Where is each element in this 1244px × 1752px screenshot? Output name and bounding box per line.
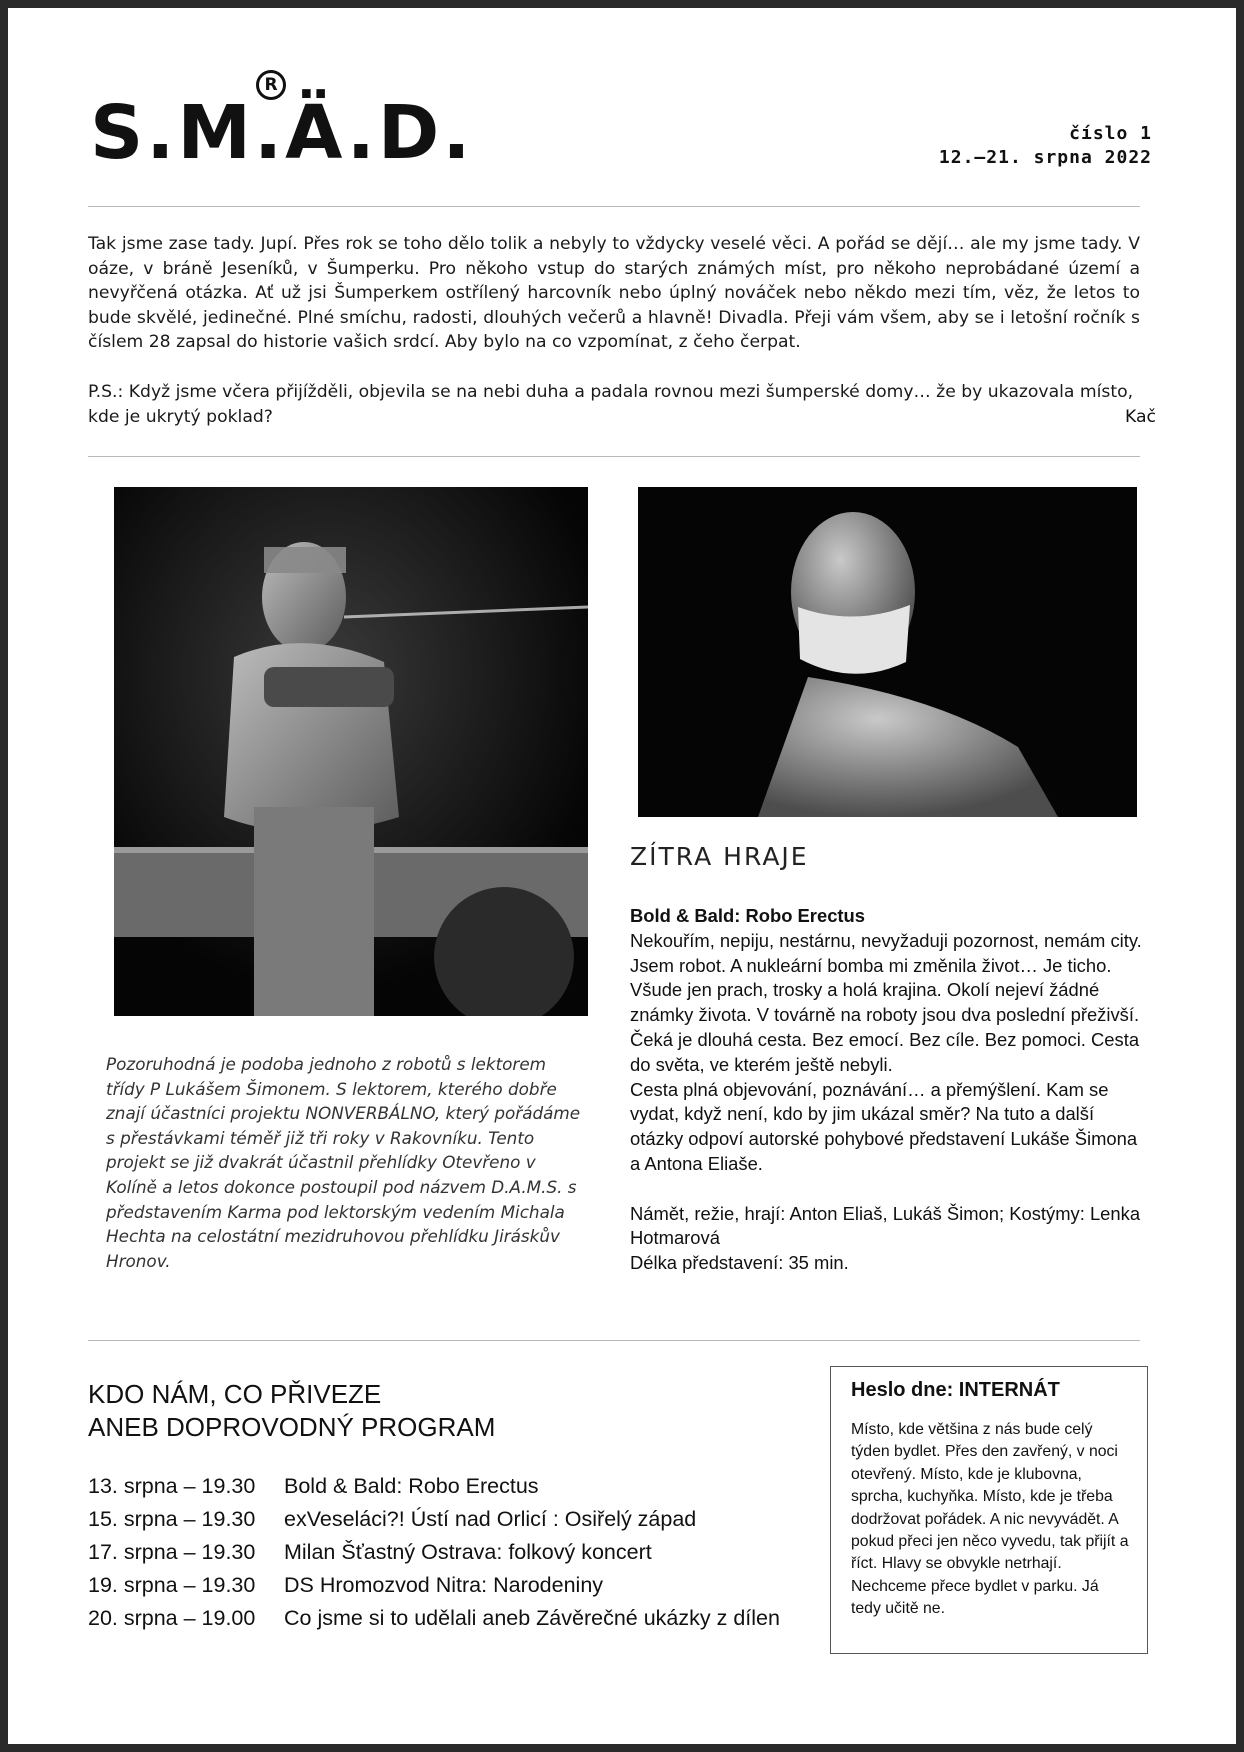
play-title: Bold & Bald: Robo Erectus bbox=[630, 905, 866, 926]
schedule-row bbox=[88, 1470, 780, 1503]
schedule-event: Milan Šťastný Ostrava: folkový koncert bbox=[284, 1540, 652, 1564]
schedule-event: Bold & Bald: Robo Erectus bbox=[284, 1474, 539, 1498]
schedule-event: exVeseláci?! Ústí nad Orlicí : Osiřelý západ bbox=[284, 1507, 697, 1531]
play-description-2: Cesta plná objevování, poznávání… a přemýšlení. Kam se vydat, když není, kdo by jim ukázal směr? Na tuto a další otázky odpoví autorské pohybové představení Lukáše Šimona a Antona Eliaše. bbox=[630, 1078, 1138, 1174]
program-schedule bbox=[88, 1470, 780, 1635]
divider bbox=[88, 1340, 1140, 1341]
registered-mark: R bbox=[256, 70, 286, 100]
schedule-row bbox=[88, 1569, 780, 1602]
divider bbox=[88, 206, 1140, 207]
motto-heading: Heslo dne: INTERNÁT bbox=[851, 1379, 1060, 1401]
masthead-logo: S.M.Ä.D. bbox=[90, 90, 474, 176]
schedule-date: 19. srpna – 19.30 bbox=[88, 1573, 256, 1597]
schedule-event: DS Hromozvod Nitra: Narodeniny bbox=[284, 1573, 604, 1597]
photo-bald-performer-mask-image bbox=[638, 487, 1137, 817]
play-credits: Námět, režie, hrají: Anton Eliaš, Lukáš Šimon; Kostýmy: Lenka Hotmarová bbox=[630, 1202, 1141, 1249]
play-length: Délka představení: 35 min. bbox=[630, 1252, 849, 1274]
schedule-date: 13. srpna – 19.30 bbox=[88, 1474, 256, 1498]
photo-robot-water-gun-image bbox=[114, 487, 588, 1016]
photo-bald-performer-mask bbox=[638, 487, 1137, 817]
photo-robot-water-gun bbox=[114, 487, 588, 1016]
divider bbox=[88, 456, 1140, 457]
play-description-1: Nekouřím, nepiju, nestárnu, nevyžaduji pozornost, nemám city. Jsem robot. A nukleární bomba mi změnila život… Je ticho. Všude jen prach, trosky a holá krajina. Okolí nejeví žádné známky života. V továrně na roboty jsou dva poslední přeživší. Čeká je dlouhá cesta. Bez emocí. Bez cíle. Bez pomoci. Cesta do světa, ve kterém ještě nebyli. bbox=[630, 929, 1142, 1075]
schedule-date: 17. srpna – 19.30 bbox=[88, 1540, 256, 1564]
ps-text bbox=[88, 380, 1140, 429]
issue-dates: 12.–21. srpna 2022 bbox=[938, 147, 1152, 168]
program-heading bbox=[88, 1378, 495, 1444]
ps-paragraph: P.S.: Když jsme včera přijížděli, objevila se na nebi duha a padala rovnou mezi šumperské domy… že by ukazovala místo, kde je ukrytý poklad? bbox=[88, 382, 1134, 427]
tomorrow-heading: ZÍTRA HRAJE bbox=[630, 842, 809, 871]
program-heading-line1: KDO NÁM, CO PŘIVEZE bbox=[88, 1379, 382, 1409]
motto-text: Místo, kde většina z nás bude celý týden bydlet. Přes den zavřený, v noci otevřený. Místo, kde je klubovna, sprcha, kuchyňka. Místo, kde je třeba dodržovat pořádek. A nic nevyvádět. A pokud přeci jen něco vyvedu, tak přijít a říct. Hlavy se obvykle netrhají. Nechceme přece bydlet v parku. Já tedy učitě ne. bbox=[851, 1421, 1129, 1618]
motto-box bbox=[830, 1366, 1148, 1654]
schedule-row bbox=[88, 1602, 780, 1635]
photo-caption: Pozoruhodná je podoba jednoho z robotů s lektorem třídy P Lukášem Šimonem. S lektorem, kterého dobře znají účastníci projektu NONVERBÁLNO, který pořádáme s přestávkami téměř již tři roky v Rakovníku. Tento projekt se již dvakrát účastnil přehlídky Otevřeno v Kolíně a letos dokonce postoupil pod názvem D.A.M.S. s představením Karma pod lektorským vedením Michala Hechta na celostátní mezidruhovou přehlídku Jiráskův Hronov. bbox=[106, 1054, 581, 1271]
schedule-event: Co jsme si to udělali aneb Závěrečné ukázky z dílen bbox=[284, 1606, 780, 1630]
intro-paragraph: Tak jsme zase tady. Jupí. Přes rok se toho dělo tolik a nebyly to vždycky veselé věci. A pořád se dějí… ale my jsme tady. V oáze, v bráně Jeseníků, v Šumperku. Pro někoho vstup do starých známých míst, pro někoho neprobádané území a nevyřčená otázka. Ať už jsi Šumperkem ostřílený harcovník nebo úplný nováček nebo někdo mezi tím, věz, že letos to bude skvělé, jedinečné. Plné smíchu, radosti, dlouhých večerů a hlavně! Divadla. Přeji vám všem, aby se i letošní ročník s číslem 28 zapsal do historie vašich srdcí. Aby bylo na co vzpomínat, z čeho čerpat. bbox=[88, 234, 1140, 352]
program-heading-line2: ANEB DOPROVODNÝ PROGRAM bbox=[88, 1412, 496, 1442]
schedule-row bbox=[88, 1536, 780, 1569]
signature: Kač bbox=[1125, 407, 1156, 427]
intro-text bbox=[88, 232, 1140, 355]
schedule-row bbox=[88, 1503, 780, 1536]
tomorrow-play bbox=[630, 904, 1150, 1276]
schedule-date: 15. srpna – 19.30 bbox=[88, 1507, 256, 1531]
schedule-date: 20. srpna – 19.00 bbox=[88, 1606, 256, 1630]
issue-info bbox=[939, 122, 1152, 170]
issue-number: číslo 1 bbox=[1069, 123, 1152, 144]
